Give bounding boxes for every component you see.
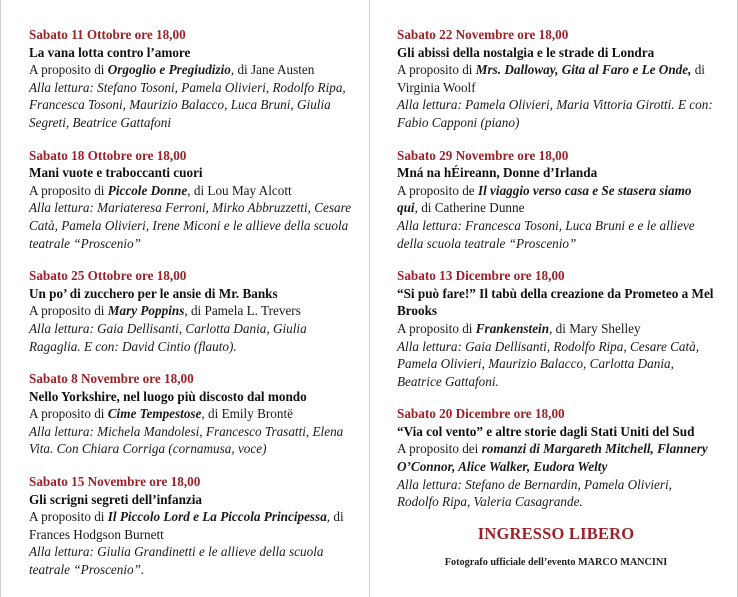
about-suffix: , di Lou May Alcott [187,182,292,198]
event-about [29,61,361,79]
about-suffix: , di Catherine Dunne [414,200,525,216]
book-title: Cime Tempestose [107,406,202,422]
event-about [29,405,361,423]
event-date: Sabato 11 Ottobre ore 18,00 [29,27,186,42]
event-readers: Alla lettura: Gaia Dellisanti, Carlotta Dania, Giulia Ragaglia. E con: David Cintio (flauto). [29,320,307,354]
book-title: Il viaggio verso casa e Se stasera siamo qui [397,182,692,216]
event-date: Sabato 20 Dicembre ore 18,00 [397,406,565,422]
event-about [397,182,715,217]
event-entry [29,267,361,355]
event-about [397,440,715,475]
event-date: Sabato 29 Novembre ore 18,00 [397,147,569,163]
about-prefix: A proposito de [397,182,478,198]
event-date: Sabato 13 Dicembre ore 18,00 [397,268,565,284]
event-entry [29,473,361,579]
event-entry [397,267,715,390]
event-title: Mná na hÉireann, Donne d’Irlanda [397,165,598,181]
about-prefix: A proposito di [397,320,476,336]
event-date: Sabato 25 Ottobre ore 18,00 [29,268,187,284]
event-entry [397,26,715,132]
about-prefix: A proposito di [29,62,108,78]
about-suffix: , di Emily Brontë [201,406,293,422]
event-readers: Alla lettura: Stefano Tosoni, Pamela Olivieri, Rodolfo Ripa, Francesca Tosoni, Maurizio Balacco, Luca Bruni, Giulia Segreti, Beatrice Gattafoni [29,79,346,130]
fold-divider [369,0,370,597]
event-title: “Via col vento” e altre storie dagli Stati Uniti del Sud [397,423,695,439]
event-title: Gli scrigni segreti dell’infanzia [29,491,203,507]
book-title: Mary Poppins [107,303,185,319]
event-date: Sabato 22 Novembre ore 18,00 [397,27,569,42]
event-entry [397,147,715,253]
event-readers: Alla lettura: Michela Mandolesi, Francesco Trasatti, Elena Vita. Con Chiara Corriga (cornamusa, voce) [29,423,344,457]
event-readers: Alla lettura: Pamela Olivieri, Maria Vittoria Girotti. E con: Fabio Capponi (piano) [397,97,713,130]
event-readers: Alla lettura: Gaia Dellisanti, Rodolfo Ripa, Cesare Catà, Pamela Olivieri, Maurizio Balacco, Carlotta Dania, Beatrice Gattafoni. [397,338,700,389]
event-entry [29,147,361,253]
about-prefix: A proposito di [29,406,108,422]
about-prefix: A proposito dei [397,441,482,457]
left-column [29,26,361,594]
event-title: Nello Yorkshire, nel luogo più discosto dal mondo [29,388,307,404]
event-entry [29,26,361,132]
event-entry [397,405,715,511]
event-about [29,508,361,543]
event-title: Un po’ di zucchero per le ansie di Mr. Banks [29,285,278,301]
event-date: Sabato 15 Novembre ore 18,00 [29,474,201,490]
book-title: Frankenstein [475,320,550,336]
event-title: “Si può fare!” Il tabù della creazione da Prometeo a Mel Brooks [397,285,714,319]
book-title: Piccole Donne [107,182,188,198]
event-title: Gli abissi della nostalgia e le strade di Londra [397,44,655,60]
event-readers: Alla lettura: Stefano de Bernardin, Pamela Olivieri, Rodolfo Ripa, Valeria Casagrande. [397,476,672,510]
book-title: romanzi di Margareth Mitchell, Flannery O’Connor, Alice Walker, Eudora Welty [397,441,708,475]
book-title: Mrs. Dalloway, Gita al Faro e Le Onde, [475,62,692,78]
page-border-left [0,0,1,597]
event-readers: Alla lettura: Mariateresa Ferroni, Mirko Abbruzzetti, Cesare Catà, Pamela Olivieri, Irene Miconi e le allieve della scuola teatrale “Proscenio” [29,200,352,251]
about-prefix: A proposito di [29,303,108,319]
event-about [29,302,361,320]
event-readers: Alla lettura: Francesca Tosoni, Luca Bruni e e le allieve della scuola teatrale “Proscenio” [397,217,695,251]
event-about [397,320,715,338]
event-title: La vana lotta contro l’amore [29,44,191,60]
right-column [397,26,715,526]
event-entry [29,370,361,458]
photographer-credit: Fotografo ufficiale dell’evento MARCO MANCINI [444,557,668,568]
about-prefix: A proposito di [397,62,476,78]
event-readers: Alla lettura: Giulia Grandinetti e le allieve della scuola teatrale “Proscenio”. [29,544,324,578]
about-suffix: di Virginia Woolf [397,62,705,95]
event-date: Sabato 18 Ottobre ore 18,00 [29,147,187,163]
admission-banner: INGRESSO LIBERO [477,524,635,543]
about-suffix: , di Pamela L. Trevers [184,303,301,319]
about-suffix: , di Jane Austen [230,62,315,78]
about-prefix: A proposito di [29,509,108,525]
event-about [29,182,361,200]
book-title: Orgoglio e Pregiudizio [107,62,231,78]
event-about [397,61,715,96]
about-suffix: , di Mary Shelley [549,320,641,336]
book-title: Il Piccolo Lord e La Piccola Principessa [107,509,327,525]
about-prefix: A proposito di [29,182,108,198]
event-date: Sabato 8 Novembre ore 18,00 [29,371,194,387]
about-suffix: , di Frances Hodgson Burnett [29,509,344,542]
event-title: Mani vuote e traboccanti cuori [29,165,203,181]
